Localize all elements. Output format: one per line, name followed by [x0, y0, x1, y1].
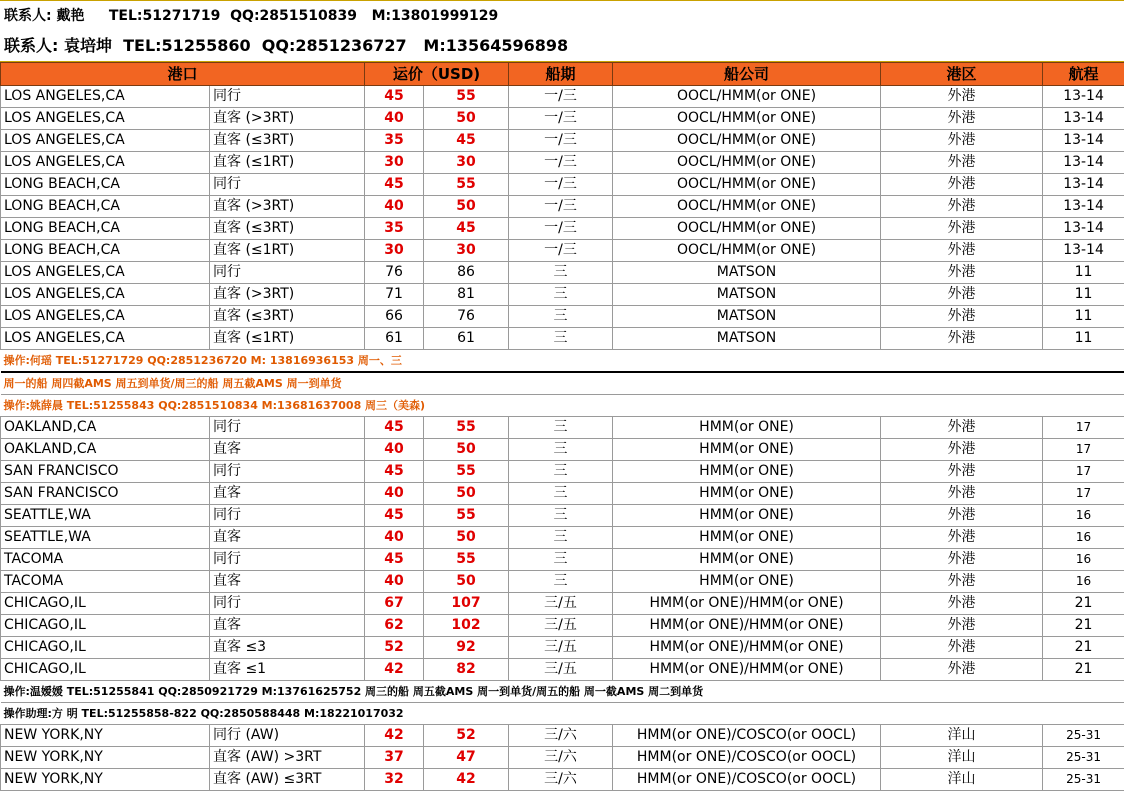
table-row	[1, 637, 1124, 659]
customer-type-cell: 同行	[210, 174, 365, 196]
port-cell: LOS ANGELES,CA	[1, 306, 210, 328]
table-row	[1, 152, 1124, 174]
transit-cell: 21	[1043, 659, 1124, 681]
rate-cell-2: 86	[424, 262, 509, 284]
rate-cell-1: 40	[365, 439, 424, 461]
rate-table	[0, 62, 1124, 791]
schedule-cell: 三/六	[509, 769, 613, 791]
area-cell: 外港	[881, 549, 1043, 571]
area-cell: 外港	[881, 659, 1043, 681]
area-cell: 外港	[881, 196, 1043, 218]
rate-cell-1: 67	[365, 593, 424, 615]
schedule-cell: 一/三	[509, 152, 613, 174]
contact-line-2: 联系人: 袁培坤 TEL:51255860 QQ:2851236727 M:13564596898	[4, 36, 569, 55]
customer-type-cell: 直客	[210, 483, 365, 505]
customer-type-cell: 直客 (>3RT)	[210, 284, 365, 306]
table-row	[1, 417, 1124, 439]
carrier-cell: HMM(or ONE)	[613, 439, 881, 461]
rate-cell-1: 42	[365, 659, 424, 681]
schedule-cell: 三	[509, 262, 613, 284]
port-cell: SEATTLE,WA	[1, 505, 210, 527]
customer-type-cell: 直客 (>3RT)	[210, 196, 365, 218]
contact-line-1: 联系人: 戴艳 TEL:51271719 QQ:2851510839 M:13801999129	[4, 8, 499, 24]
customer-type-cell: 直客 (≤3RT)	[210, 218, 365, 240]
customer-type-cell: 直客 ≤1	[210, 659, 365, 681]
transit-cell: 21	[1043, 615, 1124, 637]
rate-cell-2: 47	[424, 747, 509, 769]
table-row	[1, 505, 1124, 527]
carrier-cell: OOCL/HMM(or ONE)	[613, 218, 881, 240]
carrier-cell: MATSON	[613, 262, 881, 284]
rate-cell-1: 45	[365, 505, 424, 527]
rate-cell-1: 42	[365, 725, 424, 747]
table-row	[1, 769, 1124, 791]
header-transit: 航程	[1043, 63, 1124, 86]
schedule-cell: 一/三	[509, 108, 613, 130]
port-cell: TACOMA	[1, 549, 210, 571]
customer-type-cell: 同行	[210, 593, 365, 615]
area-cell: 外港	[881, 461, 1043, 483]
transit-cell: 16	[1043, 571, 1124, 593]
carrier-cell: OOCL/HMM(or ONE)	[613, 86, 881, 108]
customer-type-cell: 同行	[210, 505, 365, 527]
rate-cell-2: 30	[424, 240, 509, 262]
rate-cell-1: 52	[365, 637, 424, 659]
rate-cell-1: 40	[365, 527, 424, 549]
port-cell: LONG BEACH,CA	[1, 196, 210, 218]
transit-cell: 11	[1043, 284, 1124, 306]
carrier-cell: MATSON	[613, 284, 881, 306]
customer-type-cell: 直客 (>3RT)	[210, 108, 365, 130]
port-cell: LOS ANGELES,CA	[1, 284, 210, 306]
port-cell: LOS ANGELES,CA	[1, 86, 210, 108]
header-carrier: 船公司	[613, 63, 881, 86]
rate-cell-1: 40	[365, 196, 424, 218]
schedule-cell: 三	[509, 483, 613, 505]
area-cell: 外港	[881, 328, 1043, 350]
port-cell: CHICAGO,IL	[1, 593, 210, 615]
transit-cell: 13-14	[1043, 174, 1124, 196]
customer-type-cell: 同行	[210, 461, 365, 483]
transit-cell: 16	[1043, 549, 1124, 571]
schedule-cell: 三	[509, 527, 613, 549]
rate-cell-1: 40	[365, 571, 424, 593]
transit-cell: 13-14	[1043, 108, 1124, 130]
customer-type-cell: 直客 (≤3RT)	[210, 306, 365, 328]
transit-cell: 13-14	[1043, 152, 1124, 174]
customer-type-cell: 同行	[210, 262, 365, 284]
transit-cell: 21	[1043, 637, 1124, 659]
rate-cell-1: 37	[365, 747, 424, 769]
customer-type-cell: 直客 (AW) >3RT	[210, 747, 365, 769]
rate-cell-1: 40	[365, 483, 424, 505]
rate-cell-1: 61	[365, 328, 424, 350]
area-cell: 洋山	[881, 747, 1043, 769]
port-cell: CHICAGO,IL	[1, 637, 210, 659]
carrier-cell: HMM(or ONE)	[613, 461, 881, 483]
area-cell: 外港	[881, 86, 1043, 108]
operator-note	[1, 350, 1124, 373]
carrier-cell: HMM(or ONE)/HMM(or ONE)	[613, 659, 881, 681]
carrier-cell: HMM(or ONE)	[613, 505, 881, 527]
table-row	[1, 240, 1124, 262]
area-cell: 洋山	[881, 769, 1043, 791]
rate-cell-2: 50	[424, 527, 509, 549]
carrier-cell: HMM(or ONE)	[613, 549, 881, 571]
schedule-cell: 三/六	[509, 725, 613, 747]
carrier-cell: OOCL/HMM(or ONE)	[613, 196, 881, 218]
carrier-cell: HMM(or ONE)/COSCO(or OOCL)	[613, 747, 881, 769]
header-port: 港口	[1, 63, 365, 86]
port-cell: SAN FRANCISCO	[1, 461, 210, 483]
port-cell: OAKLAND,CA	[1, 417, 210, 439]
rate-cell-2: 102	[424, 615, 509, 637]
operator-note	[1, 681, 1124, 703]
carrier-cell: HMM(or ONE)/HMM(or ONE)	[613, 637, 881, 659]
carrier-cell: HMM(or ONE)	[613, 571, 881, 593]
schedule-cell: 一/三	[509, 86, 613, 108]
transit-cell: 17	[1043, 439, 1124, 461]
port-cell: NEW YORK,NY	[1, 747, 210, 769]
schedule-cell: 三	[509, 306, 613, 328]
table-row	[1, 725, 1124, 747]
rate-cell-2: 61	[424, 328, 509, 350]
schedule-cell: 一/三	[509, 240, 613, 262]
customer-type-cell: 直客	[210, 439, 365, 461]
rate-cell-1: 76	[365, 262, 424, 284]
rate-cell-2: 55	[424, 505, 509, 527]
schedule-cell: 三/五	[509, 659, 613, 681]
carrier-cell: HMM(or ONE)/HMM(or ONE)	[613, 593, 881, 615]
customer-type-cell: 直客 (≤1RT)	[210, 240, 365, 262]
area-cell: 外港	[881, 505, 1043, 527]
table-body	[1, 86, 1124, 791]
customer-type-cell: 直客	[210, 615, 365, 637]
note-text: 操作:温嫒媛 TEL:51255841 QQ:2850921729 M:13761625752 周三的船 周五截AMS 周一到单货/周五的船 周一截AMS 周二到单货	[1, 681, 1124, 703]
rate-cell-1: 66	[365, 306, 424, 328]
area-cell: 洋山	[881, 725, 1043, 747]
transit-cell: 11	[1043, 328, 1124, 350]
note-text: 操作:何瑶 TEL:51271729 QQ:2851236720 M: 13816936153 周一、三	[1, 350, 1124, 373]
carrier-cell: HMM(or ONE)/COSCO(or OOCL)	[613, 725, 881, 747]
header-schedule: 船期	[509, 63, 613, 86]
schedule-cell: 三	[509, 417, 613, 439]
area-cell: 外港	[881, 306, 1043, 328]
area-cell: 外港	[881, 152, 1043, 174]
table-row	[1, 108, 1124, 130]
transit-cell: 13-14	[1043, 196, 1124, 218]
rate-cell-2: 55	[424, 549, 509, 571]
port-cell: SEATTLE,WA	[1, 527, 210, 549]
rate-cell-1: 45	[365, 174, 424, 196]
operator-note	[1, 395, 1124, 417]
carrier-cell: OOCL/HMM(or ONE)	[613, 152, 881, 174]
table-row	[1, 218, 1124, 240]
schedule-cell: 一/三	[509, 130, 613, 152]
customer-type-cell: 同行	[210, 417, 365, 439]
transit-cell: 25-31	[1043, 747, 1124, 769]
note-text: 操作助理:方 明 TEL:51255858-822 QQ:2850588448 M:18221017032	[1, 703, 1124, 725]
contact-header	[0, 0, 1124, 62]
port-cell: LONG BEACH,CA	[1, 240, 210, 262]
customer-type-cell: 直客 (AW) ≤3RT	[210, 769, 365, 791]
customer-type-cell: 直客 ≤3	[210, 637, 365, 659]
rate-cell-2: 30	[424, 152, 509, 174]
schedule-note	[1, 372, 1124, 395]
schedule-cell: 三/六	[509, 747, 613, 769]
schedule-cell: 三	[509, 461, 613, 483]
rate-cell-2: 82	[424, 659, 509, 681]
transit-cell: 13-14	[1043, 86, 1124, 108]
customer-type-cell: 同行	[210, 549, 365, 571]
schedule-cell: 三	[509, 284, 613, 306]
port-cell: SAN FRANCISCO	[1, 483, 210, 505]
table-row	[1, 549, 1124, 571]
port-cell: CHICAGO,IL	[1, 615, 210, 637]
rate-cell-1: 35	[365, 218, 424, 240]
transit-cell: 16	[1043, 505, 1124, 527]
transit-cell: 17	[1043, 461, 1124, 483]
rate-cell-1: 30	[365, 240, 424, 262]
port-cell: LOS ANGELES,CA	[1, 130, 210, 152]
port-cell: LONG BEACH,CA	[1, 218, 210, 240]
schedule-cell: 三	[509, 571, 613, 593]
transit-cell: 25-31	[1043, 725, 1124, 747]
table-row	[1, 328, 1124, 350]
rate-cell-1: 32	[365, 769, 424, 791]
port-cell: TACOMA	[1, 571, 210, 593]
rate-cell-1: 62	[365, 615, 424, 637]
rate-cell-2: 55	[424, 417, 509, 439]
rate-cell-2: 42	[424, 769, 509, 791]
table-row	[1, 527, 1124, 549]
area-cell: 外港	[881, 483, 1043, 505]
table-row	[1, 284, 1124, 306]
table-header-row	[1, 63, 1124, 86]
schedule-cell: 三/五	[509, 593, 613, 615]
area-cell: 外港	[881, 130, 1043, 152]
carrier-cell: OOCL/HMM(or ONE)	[613, 240, 881, 262]
area-cell: 外港	[881, 218, 1043, 240]
rate-cell-2: 55	[424, 461, 509, 483]
port-cell: CHICAGO,IL	[1, 659, 210, 681]
rate-cell-1: 45	[365, 86, 424, 108]
port-cell: LOS ANGELES,CA	[1, 152, 210, 174]
table-row	[1, 130, 1124, 152]
table-row	[1, 483, 1124, 505]
table-row	[1, 615, 1124, 637]
rate-cell-2: 45	[424, 218, 509, 240]
schedule-cell: 一/三	[509, 218, 613, 240]
area-cell: 外港	[881, 174, 1043, 196]
table-row	[1, 439, 1124, 461]
port-cell: LOS ANGELES,CA	[1, 262, 210, 284]
operator-note	[1, 703, 1124, 725]
transit-cell: 25-31	[1043, 769, 1124, 791]
carrier-cell: OOCL/HMM(or ONE)	[613, 130, 881, 152]
carrier-cell: HMM(or ONE)	[613, 417, 881, 439]
schedule-cell: 三	[509, 505, 613, 527]
area-cell: 外港	[881, 240, 1043, 262]
area-cell: 外港	[881, 108, 1043, 130]
table-row	[1, 174, 1124, 196]
rate-cell-2: 81	[424, 284, 509, 306]
rate-cell-1: 45	[365, 461, 424, 483]
transit-cell: 17	[1043, 417, 1124, 439]
transit-cell: 11	[1043, 262, 1124, 284]
transit-cell: 16	[1043, 527, 1124, 549]
schedule-cell: 一/三	[509, 174, 613, 196]
rate-cell-2: 50	[424, 571, 509, 593]
schedule-cell: 三/五	[509, 615, 613, 637]
carrier-cell: MATSON	[613, 306, 881, 328]
port-cell: LOS ANGELES,CA	[1, 328, 210, 350]
note-text: 操作:姚薛晨 TEL:51255843 QQ:2851510834 M:13681637008 周三（美森)	[1, 395, 1124, 417]
schedule-cell: 三	[509, 328, 613, 350]
rate-cell-2: 55	[424, 174, 509, 196]
carrier-cell: OOCL/HMM(or ONE)	[613, 174, 881, 196]
transit-cell: 21	[1043, 593, 1124, 615]
customer-type-cell: 直客	[210, 527, 365, 549]
port-cell: NEW YORK,NY	[1, 725, 210, 747]
port-cell: LOS ANGELES,CA	[1, 108, 210, 130]
rate-cell-2: 45	[424, 130, 509, 152]
transit-cell: 17	[1043, 483, 1124, 505]
rate-cell-1: 45	[365, 549, 424, 571]
rate-cell-2: 50	[424, 108, 509, 130]
table-row	[1, 196, 1124, 218]
schedule-cell: 三/五	[509, 637, 613, 659]
carrier-cell: MATSON	[613, 328, 881, 350]
carrier-cell: HMM(or ONE)/HMM(or ONE)	[613, 615, 881, 637]
header-area: 港区	[881, 63, 1043, 86]
area-cell: 外港	[881, 615, 1043, 637]
area-cell: 外港	[881, 637, 1043, 659]
header-rate: 运价（USD)	[365, 63, 509, 86]
schedule-cell: 一/三	[509, 196, 613, 218]
rate-cell-2: 92	[424, 637, 509, 659]
rate-cell-1: 30	[365, 152, 424, 174]
table-row	[1, 659, 1124, 681]
customer-type-cell: 直客	[210, 571, 365, 593]
port-cell: LONG BEACH,CA	[1, 174, 210, 196]
transit-cell: 13-14	[1043, 240, 1124, 262]
table-row	[1, 262, 1124, 284]
rate-cell-2: 55	[424, 86, 509, 108]
transit-cell: 13-14	[1043, 218, 1124, 240]
transit-cell: 13-14	[1043, 130, 1124, 152]
note-text: 周一的船 周四截AMS 周五到单货/周三的船 周五截AMS 周一到单货	[1, 372, 1124, 395]
area-cell: 外港	[881, 439, 1043, 461]
area-cell: 外港	[881, 262, 1043, 284]
port-cell: OAKLAND,CA	[1, 439, 210, 461]
customer-type-cell: 同行 (AW)	[210, 725, 365, 747]
schedule-cell: 三	[509, 439, 613, 461]
carrier-cell: HMM(or ONE)	[613, 527, 881, 549]
table-row	[1, 86, 1124, 108]
carrier-cell: HMM(or ONE)/COSCO(or OOCL)	[613, 769, 881, 791]
rate-cell-1: 40	[365, 108, 424, 130]
customer-type-cell: 直客 (≤3RT)	[210, 130, 365, 152]
carrier-cell: HMM(or ONE)	[613, 483, 881, 505]
rate-cell-2: 50	[424, 483, 509, 505]
transit-cell: 11	[1043, 306, 1124, 328]
rate-cell-2: 107	[424, 593, 509, 615]
area-cell: 外港	[881, 417, 1043, 439]
customer-type-cell: 同行	[210, 86, 365, 108]
table-row	[1, 571, 1124, 593]
schedule-cell: 三	[509, 549, 613, 571]
rate-cell-1: 71	[365, 284, 424, 306]
table-row	[1, 747, 1124, 769]
rate-cell-2: 52	[424, 725, 509, 747]
table-row	[1, 593, 1124, 615]
area-cell: 外港	[881, 527, 1043, 549]
customer-type-cell: 直客 (≤1RT)	[210, 152, 365, 174]
area-cell: 外港	[881, 284, 1043, 306]
area-cell: 外港	[881, 593, 1043, 615]
table-row	[1, 306, 1124, 328]
table-row	[1, 461, 1124, 483]
customer-type-cell: 直客 (≤1RT)	[210, 328, 365, 350]
rate-cell-1: 35	[365, 130, 424, 152]
area-cell: 外港	[881, 571, 1043, 593]
rate-cell-1: 45	[365, 417, 424, 439]
carrier-cell: OOCL/HMM(or ONE)	[613, 108, 881, 130]
rate-cell-2: 50	[424, 439, 509, 461]
rate-cell-2: 76	[424, 306, 509, 328]
rate-cell-2: 50	[424, 196, 509, 218]
port-cell: NEW YORK,NY	[1, 769, 210, 791]
